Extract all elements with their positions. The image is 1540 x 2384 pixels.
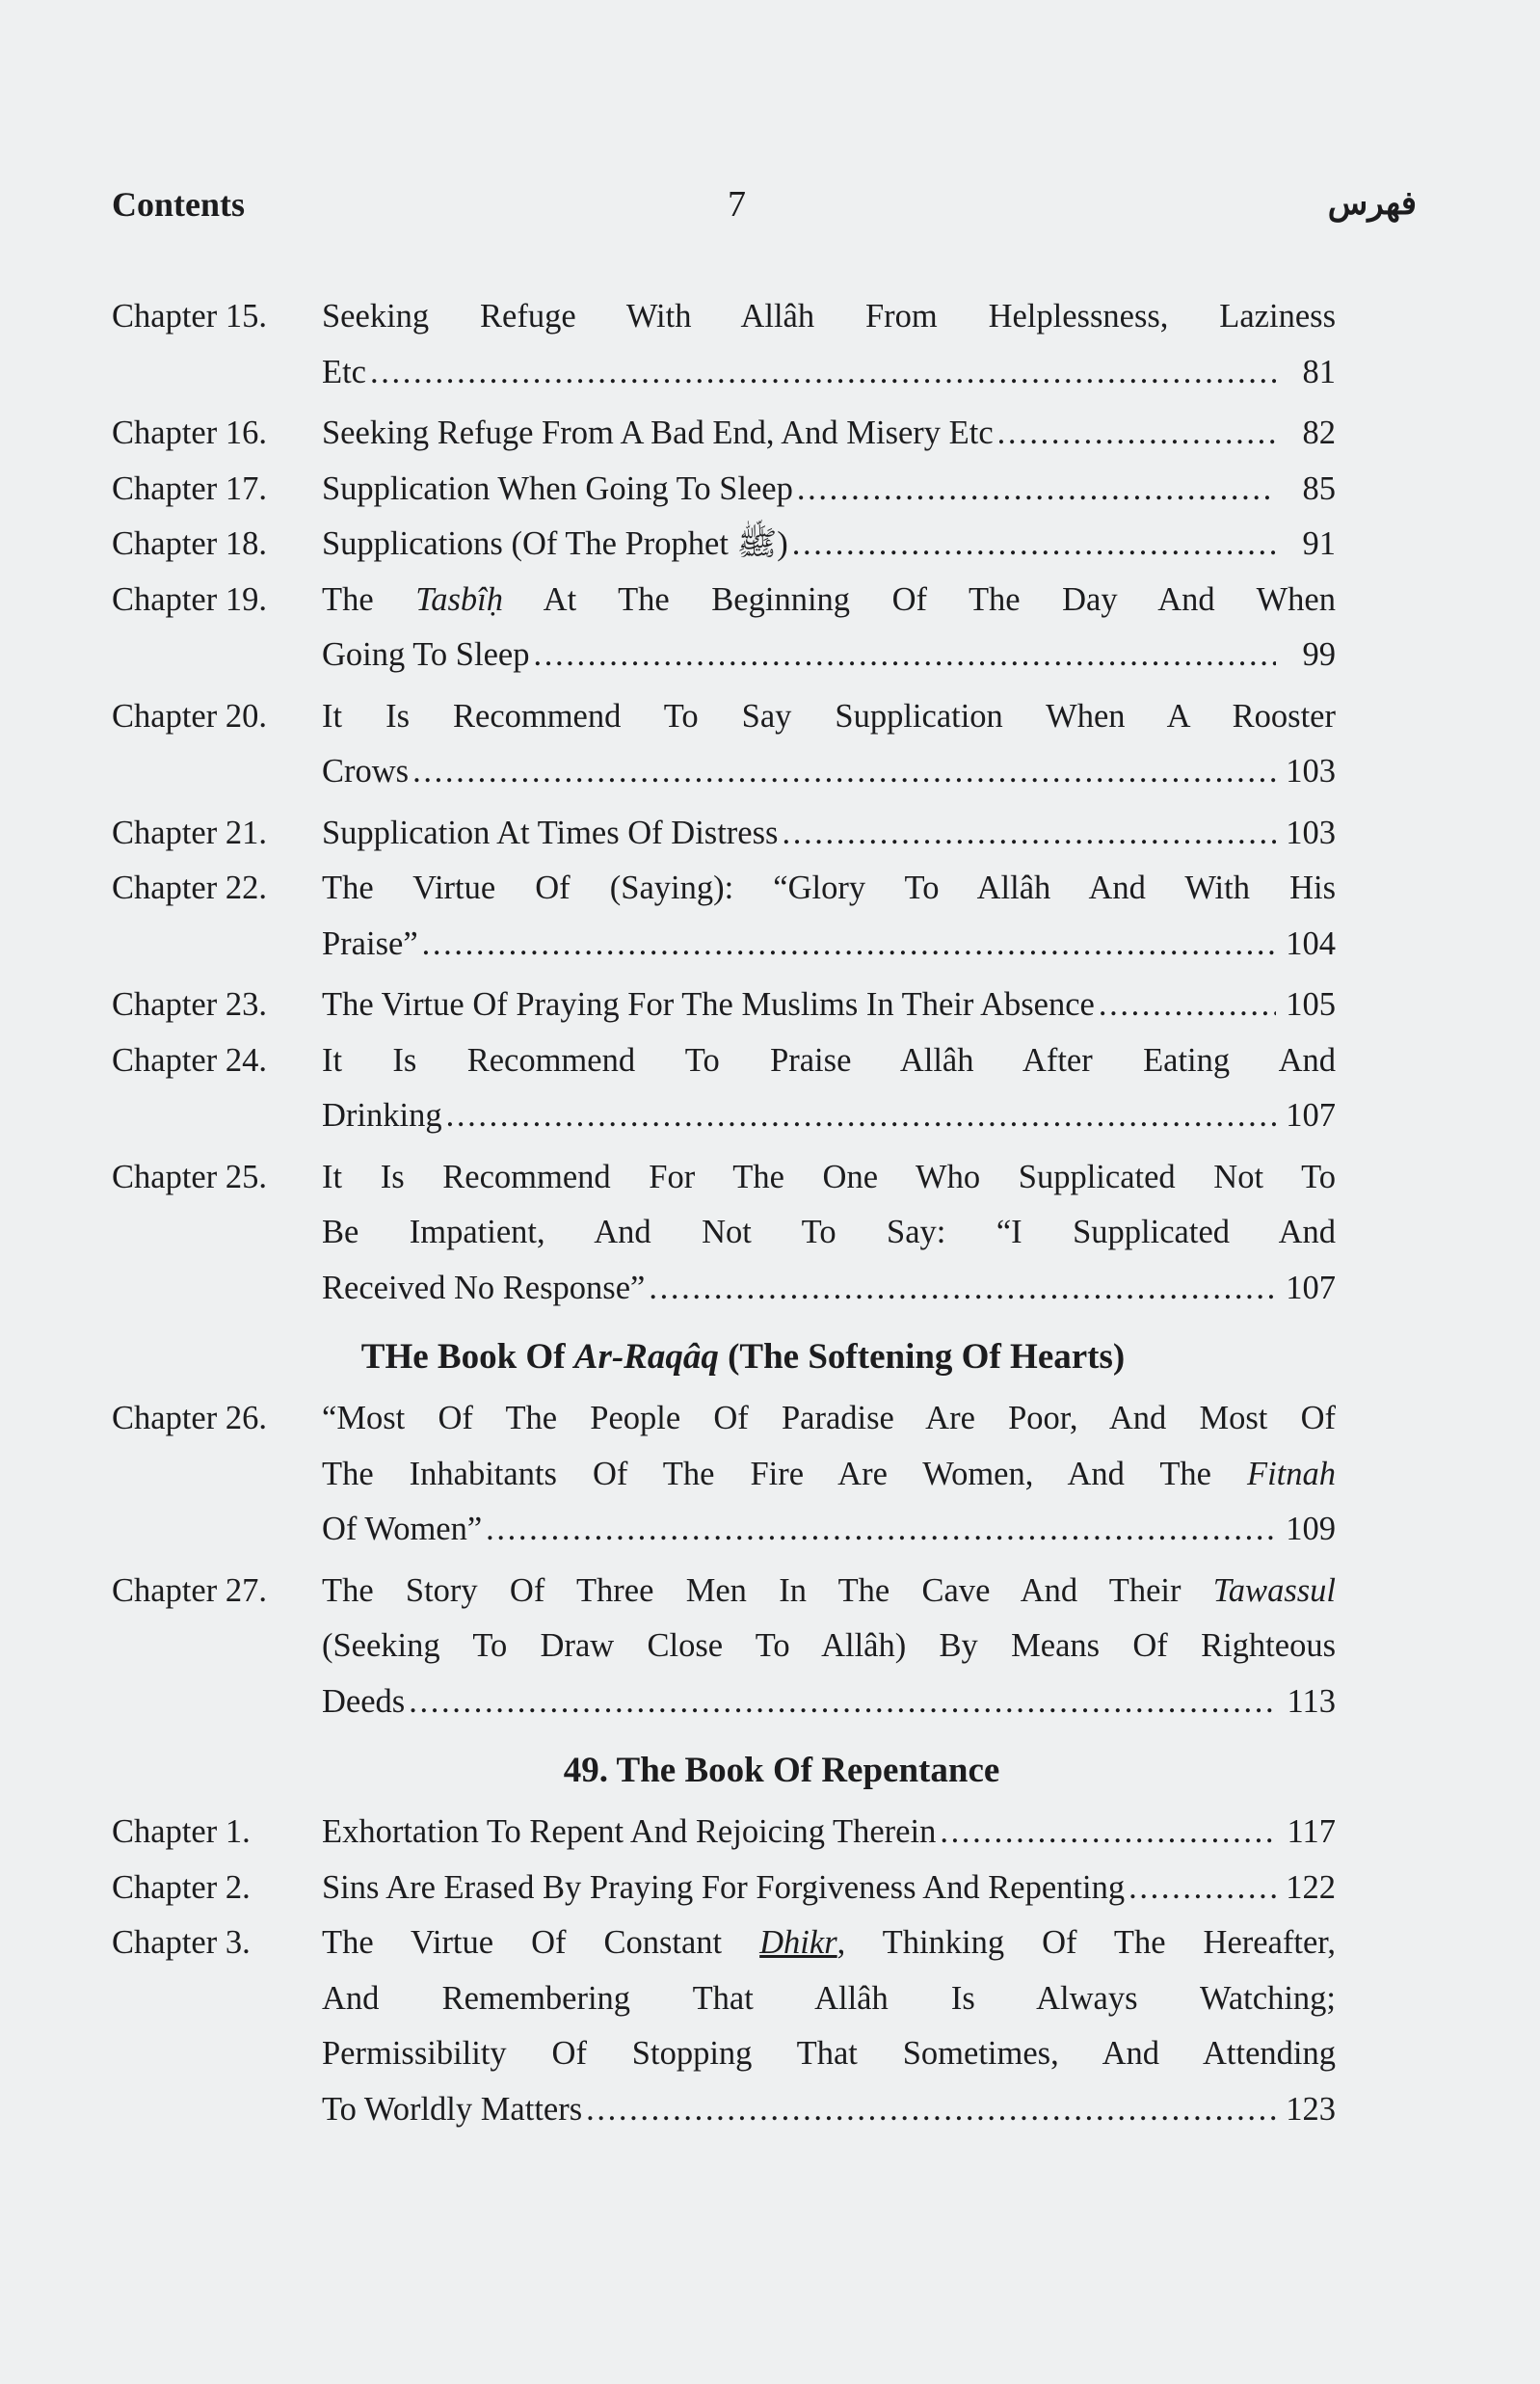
toc-entry bbox=[112, 1150, 1336, 1317]
chapter-title-last-line bbox=[322, 1088, 1336, 1144]
leader-dots bbox=[486, 1502, 1276, 1558]
chapter-title bbox=[322, 1915, 1336, 2137]
chapter-number: Chapter 3. bbox=[112, 1924, 251, 1961]
chapter-number: Chapter 21. bbox=[112, 814, 267, 851]
chapter-number: Chapter 16. bbox=[112, 415, 267, 451]
page-ref: 85 bbox=[1302, 469, 1336, 507]
page-ref: 117 bbox=[1287, 1813, 1336, 1850]
chapter-number: Chapter 22. bbox=[112, 870, 267, 906]
page-ref: 122 bbox=[1286, 1868, 1336, 1906]
page-number: 7 bbox=[728, 184, 746, 225]
chapter-number: Chapter 24. bbox=[112, 1041, 267, 1079]
toc-group-b bbox=[112, 1391, 1336, 1735]
chapter-title-last-line bbox=[322, 1674, 1336, 1730]
chapter-title bbox=[322, 462, 1336, 518]
chapter-title-text: Crows bbox=[322, 753, 410, 790]
chapter-title bbox=[322, 1033, 1336, 1144]
toc-entry bbox=[112, 1564, 1336, 1730]
chapter-title-line: The Story Of Three Men In The Cave And Their Tawassul bbox=[322, 1571, 1336, 1609]
toc-entry bbox=[112, 573, 1336, 683]
chapter-title-last-line bbox=[322, 917, 1336, 973]
chapter-title-last-line bbox=[322, 1861, 1336, 1916]
leader-dots bbox=[1099, 978, 1276, 1033]
chapter-title-last-line bbox=[322, 744, 1336, 800]
chapter-title-last-line bbox=[322, 1261, 1336, 1317]
toc-entry bbox=[112, 978, 1336, 1033]
toc-entry bbox=[112, 1033, 1336, 1144]
page-ref: 107 bbox=[1286, 1269, 1336, 1306]
chapter-title-text: Seeking Refuge From A Bad End, And Misery Etc bbox=[322, 415, 994, 451]
leader-dots bbox=[649, 1261, 1276, 1317]
chapter-number: Chapter 1. bbox=[112, 1813, 251, 1850]
chapter-title-last-line bbox=[322, 345, 1336, 401]
chapter-number: Chapter 26. bbox=[112, 1400, 267, 1436]
toc-entry bbox=[112, 1391, 1336, 1558]
chapter-title-last-line bbox=[322, 628, 1336, 683]
chapter-title-last-line bbox=[322, 1805, 1336, 1861]
page-ref: 103 bbox=[1286, 753, 1336, 790]
chapter-title-text: Of Women” bbox=[322, 1511, 483, 1547]
chapter-title-text: Sins Are Erased By Praying For Forgiveness And Repenting bbox=[322, 1868, 1126, 1906]
toc-entry bbox=[112, 861, 1336, 972]
section-heading-ar-raqaq: THe Book Of Ar-Raqâq (The Softening Of Hearts) bbox=[360, 1337, 1126, 1377]
toc-entry bbox=[112, 1805, 1336, 1861]
leader-dots bbox=[533, 628, 1276, 683]
leader-dots bbox=[782, 806, 1276, 862]
chapter-title-last-line bbox=[322, 2082, 1336, 2138]
chapter-title-last-line bbox=[322, 806, 1336, 862]
leader-dots bbox=[940, 1805, 1276, 1861]
toc-entry bbox=[112, 1861, 1336, 1916]
chapter-number: Chapter 19. bbox=[112, 580, 267, 618]
chapter-title-line: Be Impatient, And Not To Say: “I Supplicated And bbox=[322, 1214, 1336, 1250]
leader-dots bbox=[370, 345, 1276, 401]
toc-group-a bbox=[112, 289, 1336, 1322]
page-ref: 105 bbox=[1286, 986, 1336, 1023]
chapter-title-line: The Tasbîḥ At The Beginning Of The Day And When bbox=[322, 580, 1336, 618]
chapter-title-text: Deeds bbox=[322, 1682, 406, 1720]
page-ref: 91 bbox=[1302, 525, 1336, 562]
leader-dots bbox=[586, 2082, 1276, 2138]
toc-entry bbox=[112, 689, 1336, 800]
chapter-title bbox=[322, 1805, 1336, 1861]
chapter-number: Chapter 23. bbox=[112, 986, 267, 1023]
toc-entry bbox=[112, 289, 1336, 400]
page-ref: 82 bbox=[1302, 415, 1336, 451]
page-ref: 99 bbox=[1302, 636, 1336, 673]
chapter-title-last-line bbox=[322, 517, 1336, 573]
chapter-title bbox=[322, 806, 1336, 862]
leader-dots bbox=[797, 462, 1276, 518]
toc-entry bbox=[112, 806, 1336, 862]
chapter-title-line: (Seeking To Draw Close To Allâh) By Means Of Righteous bbox=[322, 1627, 1336, 1664]
chapter-title bbox=[322, 1564, 1336, 1730]
chapter-title bbox=[322, 517, 1336, 573]
chapter-title-last-line bbox=[322, 462, 1336, 518]
chapter-title-line: And Remembering That Allâh Is Always Watching; bbox=[322, 1979, 1336, 2017]
chapter-title bbox=[322, 289, 1336, 400]
chapter-number: Chapter 15. bbox=[112, 298, 267, 335]
chapter-title-line: It Is Recommend To Praise Allâh After Eating And bbox=[322, 1041, 1336, 1079]
running-header-title: Contents bbox=[112, 185, 246, 224]
chapter-number: Chapter 27. bbox=[112, 1571, 267, 1609]
leader-dots bbox=[997, 406, 1276, 462]
chapter-title bbox=[322, 861, 1336, 972]
chapter-title-text: Supplications (Of The Prophet ﷺ) bbox=[322, 525, 788, 562]
chapter-title-line: The Inhabitants Of The Fire Are Women, And The Fitnah bbox=[322, 1455, 1336, 1492]
chapter-title-text: The Virtue Of Praying For The Muslims In Their Absence bbox=[322, 986, 1095, 1023]
toc-entry bbox=[112, 1915, 1336, 2137]
chapter-title-line: Seeking Refuge With Allâh From Helplessness, Laziness bbox=[322, 298, 1336, 335]
chapter-title-line: It Is Recommend To Say Supplication When A Rooster bbox=[322, 697, 1336, 735]
chapter-number: Chapter 25. bbox=[112, 1158, 267, 1195]
chapter-number: Chapter 20. bbox=[112, 697, 267, 735]
chapter-title-text: Exhortation To Repent And Rejoicing Therein bbox=[322, 1813, 937, 1850]
page-ref: 104 bbox=[1286, 924, 1336, 962]
leader-dots bbox=[792, 517, 1276, 573]
chapter-title-last-line bbox=[322, 978, 1336, 1033]
page-ref: 81 bbox=[1302, 353, 1336, 390]
chapter-title bbox=[322, 978, 1336, 1033]
chapter-number: Chapter 17. bbox=[112, 469, 267, 507]
chapter-title-text: Praise” bbox=[322, 924, 418, 962]
chapter-title-text: Supplication At Times Of Distress bbox=[322, 814, 779, 851]
chapter-number: Chapter 2. bbox=[112, 1868, 251, 1906]
page-ref: 109 bbox=[1286, 1511, 1336, 1547]
page-ref: 107 bbox=[1286, 1097, 1336, 1134]
chapter-title-text: Supplication When Going To Sleep bbox=[322, 469, 793, 507]
section-heading-repentance: 49. The Book Of Repentance bbox=[563, 1751, 1000, 1790]
toc-entry bbox=[112, 406, 1336, 462]
running-header-arabic: فهرس bbox=[1327, 186, 1417, 222]
chapter-title-text: Drinking bbox=[322, 1097, 442, 1134]
chapter-title bbox=[322, 1391, 1336, 1558]
toc-group-c bbox=[112, 1805, 1336, 2143]
chapter-title-text: Going To Sleep bbox=[322, 636, 530, 673]
page-ref: 113 bbox=[1287, 1682, 1336, 1720]
toc-entry bbox=[112, 462, 1336, 518]
leader-dots bbox=[446, 1088, 1276, 1144]
chapter-title-last-line bbox=[322, 1502, 1336, 1558]
chapter-title-line: The Virtue Of Constant Dhikr, Thinking Of The Hereafter, bbox=[322, 1924, 1336, 1961]
chapter-number: Chapter 18. bbox=[112, 525, 267, 562]
chapter-title bbox=[322, 406, 1336, 462]
chapter-title-line: Permissibility Of Stopping That Sometimes, And Attending bbox=[322, 2035, 1336, 2072]
chapter-title bbox=[322, 689, 1336, 800]
chapter-title bbox=[322, 1861, 1336, 1916]
chapter-title bbox=[322, 1150, 1336, 1317]
table-of-contents bbox=[112, 289, 1336, 2143]
chapter-title-line: It Is Recommend For The One Who Supplicated Not To bbox=[322, 1158, 1336, 1195]
chapter-title-text: Etc bbox=[322, 353, 366, 390]
chapter-title-line: “Most Of The People Of Paradise Are Poor, And Most Of bbox=[322, 1400, 1336, 1436]
chapter-title-last-line bbox=[322, 406, 1336, 462]
leader-dots bbox=[422, 917, 1276, 973]
toc-entry bbox=[112, 517, 1336, 573]
leader-dots bbox=[412, 744, 1276, 800]
chapter-title-line: The Virtue Of (Saying): “Glory To Allâh And With His bbox=[322, 870, 1336, 906]
page-ref: 123 bbox=[1286, 2090, 1336, 2128]
leader-dots bbox=[409, 1674, 1276, 1730]
chapter-title-text: To Worldly Matters bbox=[322, 2090, 583, 2128]
chapter-title-text: Received No Response” bbox=[322, 1269, 646, 1306]
page-ref: 103 bbox=[1286, 814, 1336, 851]
leader-dots bbox=[1128, 1861, 1276, 1916]
chapter-title bbox=[322, 573, 1336, 683]
